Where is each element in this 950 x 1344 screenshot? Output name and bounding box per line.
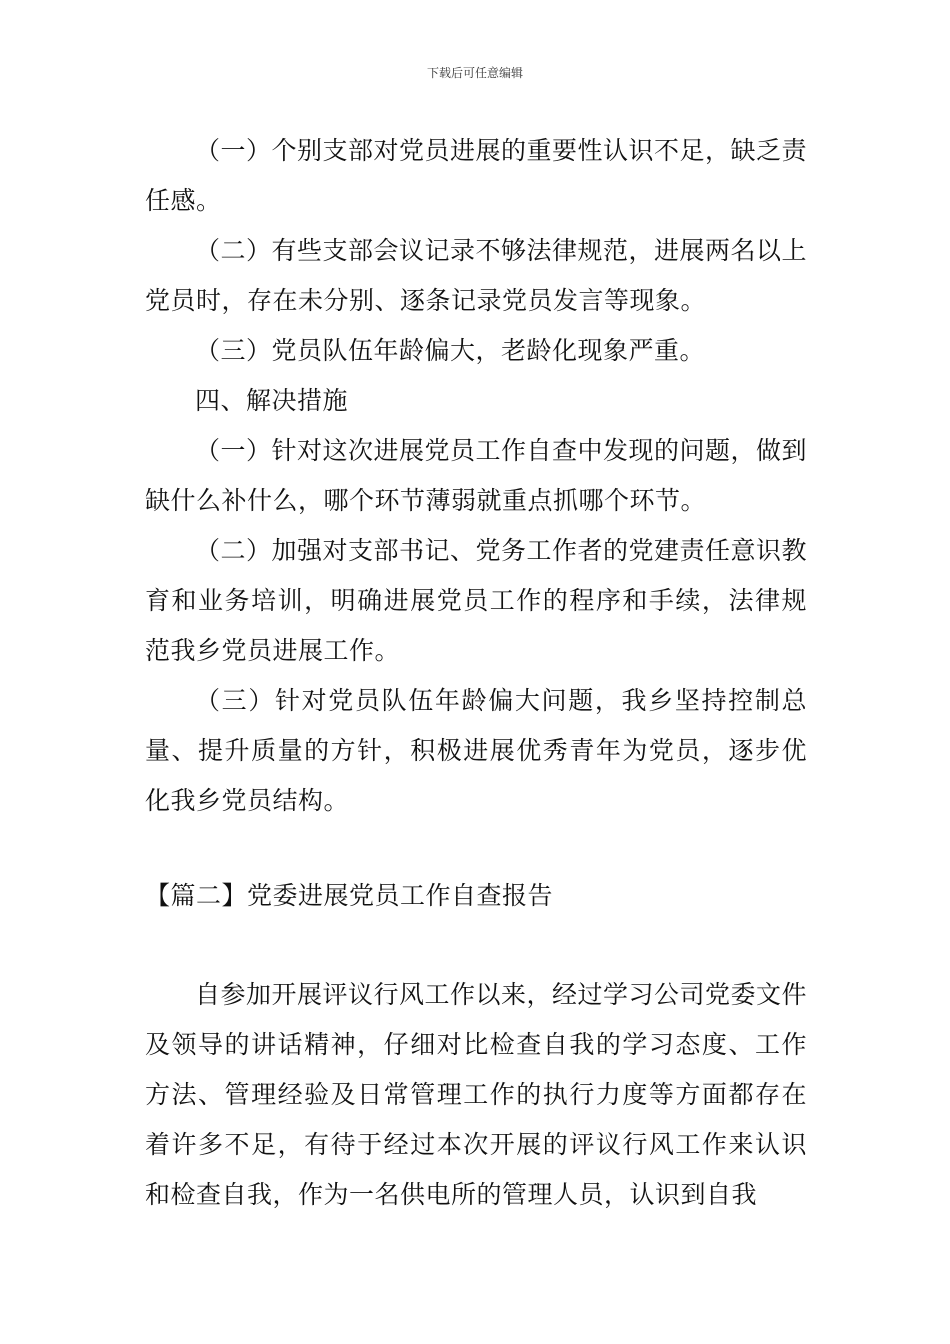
paragraph-1-7: （三）针对党员队伍年龄偏大问题，我乡坚持控制总量、提升质量的方针，积极进展优秀青年为党员，逐步优化我乡党员结构。: [145, 686, 807, 815]
document-body-part-2: [145, 970, 807, 1220]
paragraph-1-5: （一）针对这次进展党员工作自查中发现的问题，做到缺什么补什么，哪个环节薄弱就重点抓哪个环节。: [145, 436, 808, 515]
section-title: 【篇二】党委进展党员工作自查报告: [145, 881, 554, 910]
paragraph-1-6: （二）加强对支部书记、党务工作者的党建责任意识教育和业务培训，明确进展党员工作的程序和手续，法律规范我乡党员进展工作。: [145, 536, 808, 665]
paragraph-1-3: （三）党员队伍年龄偏大，老龄化现象严重。: [195, 336, 706, 365]
page-header: 下载后可任意编辑: [426, 66, 523, 80]
paragraph-2-1: 自参加开展评议行风工作以来，经过学习公司党委文件及领导的讲话精神，仔细对比检查自我的学习态度、工作方法、管理经验及日常管理工作的执行力度等方面都存在着许多不足，有待于经过本次开展的评议行风工作来认识和检查自我，作为一名供电所的管理人员，认识到自我: [145, 980, 808, 1209]
paragraph-1-2: （二）有些支部会议记录不够法律规范，进展两名以上党员时，存在未分别、逐条记录党员发言等现象。: [145, 236, 808, 315]
heading-solutions: 四、解决措施: [195, 386, 349, 415]
paragraph-1-1: （一）个别支部对党员进展的重要性认识不足，缺乏责任感。: [145, 136, 808, 215]
document-body-part-1: [145, 126, 807, 826]
